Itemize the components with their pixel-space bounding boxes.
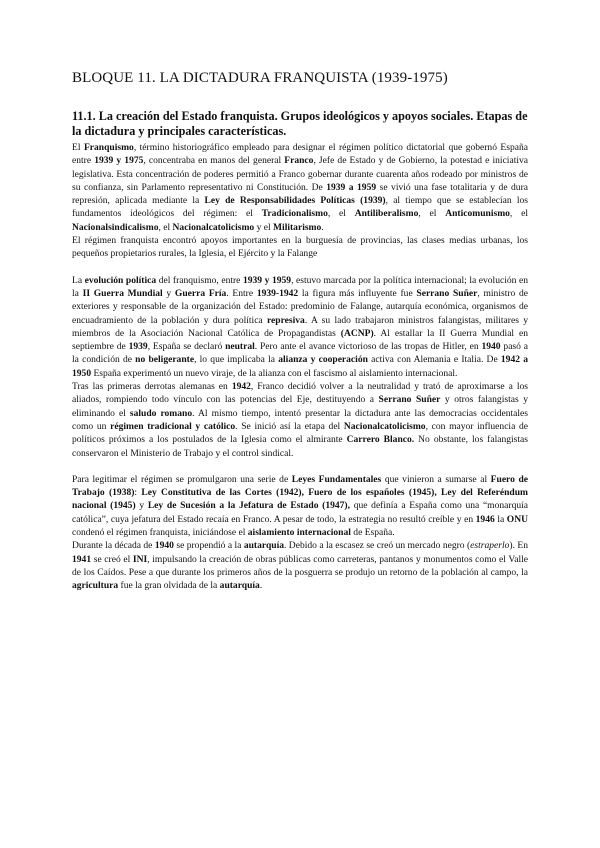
paragraph-apoyos-sociales: El régimen franquista encontró apoyos importantes en la burguesía de provincias, las clases medias urbanas, los pequeños propietarios rurales, la Iglesia, el Ejército y la Falange <box>72 235 528 260</box>
paragraph-derrotas-alemanas: Tras las primeras derrotas alemanas en 1942, Franco decidió volver a la neutralidad y trató de aproximarse a los aliados, rompiendo todo vínculo con las potencias del Eje, destituyendo a Serrano Suñer y otros falangistas y eliminando el saludo romano. Al mismo tiempo, intentó presentar la dictadura ante las democracias occidentales como un régimen tradicional y católico. Se inició así la etapa del Nacionalcatolicismo, con mayor influencia de políticos próximos a los postulados de la Iglesia como el almirante Carrero Blanco. No obstante, los falangistas conservaron el Ministerio de Trabajo y el control sindical. <box>72 381 529 459</box>
paragraph-evolucion-politica: La evolución política del franquismo, entre 1939 y 1959, estuvo marcada por la política internacional; la evolución en la II Guerra Mundial y Guerra Fría. Entre 1939-1942 la figura más influyente fue Serrano Suñer, ministro de exteriores y responsable de la organización del Estado: predominio de Falange, autarquía económica, organismos de encuadramiento de la población y dura política represiva. A su lado trabajaron ministros falangistas, militares y miembros de la Asociación Nacional Católica de Propagandistas (ACNP). Al estallar la II Guerra Mundial en septiembre de 1939, España se declaró neutral. Pero ante el avance victorioso de las tropas de Hitler, en 1940 pasó a la condición de no beligerante, lo que implicaba la alianza y cooperación activa con Alemania e Italia. De 1942 a 1950 España experimentó un nuevo viraje, de la alianza con el fascismo al aislamiento internacional. <box>72 274 529 379</box>
bold-term: Ley de Sucesión a la Jefatura de Estado (1947), <box>147 500 350 512</box>
bold-term: II Guerra Mundial <box>82 287 163 299</box>
paragraph-gap <box>72 460 528 473</box>
bold-term: Leyes Fundamentales <box>291 473 382 485</box>
bold-term: Fuero de Trabajo (1938) <box>72 473 528 499</box>
bold-term: 1942 a 1950 <box>72 354 528 379</box>
bold-term: 1940 <box>154 540 174 552</box>
bold-term: Nacionalcatolicismo <box>343 420 426 432</box>
bold-term: no beligerante <box>135 354 195 366</box>
document-title: BLOQUE 11. LA DICTADURA FRANQUISTA (1939-1975) <box>72 70 448 86</box>
bold-term: neutral <box>225 341 255 353</box>
paragraph-autarquia: Durante la década de 1940 se propendió a la autarquía. Debido a la escasez se creó un mercado negro (estraperlo). En 1941 se creó el INI, impulsando la creación de obras públicas como carreteras, pantanos y monumentos como el Valle de los Caídos. Pese a que durante los primeros años de la posguerra se produjo un retorno de la población al campo, la agricultura fue la gran olvidada de la autarquía. <box>72 540 528 592</box>
bold-term: 1939 y 1975 <box>94 155 144 167</box>
bold-term: alianza y cooperación <box>278 354 368 366</box>
bold-term: Serrano Suñer <box>378 394 441 406</box>
bold-term: Nacionalsindicalismo <box>72 221 159 233</box>
bold-term: autarquía <box>219 580 260 592</box>
bold-term: 1939-1942 <box>256 287 299 299</box>
section-heading: 11.1. La creación del Estado franquista. Grupos ideológicos y apoyos sociales. Etapas de la dictadura y principales características. <box>72 109 528 138</box>
bold-term: (ACNP) <box>340 327 374 339</box>
bold-term: ONU <box>506 513 528 525</box>
bold-term: 1939 y 1959 <box>242 274 292 286</box>
paragraph-leyes-fundamentales: Para legitimar el régimen se promulgaron una serie de Leyes Fundamentales que vinieron a sumarse al Fuero de Trabajo (1938): Ley Constitutiva de las Cortes (1942), Fuero de los españoles (1945), Ley del Referéndum nacional (1945) y Ley de Sucesión a la Jefatura de Estado (1947), que definía a España como una “monarquía católica”, cuya jefatura del Estado recaía en Franco. A pesar de todo, la estrategia no resultó creíble y en 1946 la ONU condenó el régimen franquista, iniciándose el aislamiento internacional de España. <box>72 473 529 539</box>
bold-term: evolución política <box>84 274 157 286</box>
bold-term: 1940 <box>481 341 501 353</box>
italic-term: estraperlo <box>470 540 510 552</box>
bold-term: Serrano Suñer <box>416 287 478 299</box>
bold-term: Guerra Fría <box>174 287 227 299</box>
bold-term: Tradicionalismo <box>261 208 328 220</box>
bold-term: agricultura <box>72 580 119 592</box>
bold-term: 1939 <box>128 341 148 353</box>
bold-term: 1941 <box>72 553 92 565</box>
bold-term: Anticomunismo <box>445 208 510 220</box>
bold-term: aislamiento internacional <box>247 527 351 539</box>
bold-term: Ley Constitutiva de las Cortes (1942), Fuero de los españoles (1945), Ley del Referéndum nacional (1945) <box>72 487 529 512</box>
bold-term: Ley de Responsabilidades Políticas (1939) <box>204 195 386 207</box>
bold-term: Franco <box>284 155 314 167</box>
bold-term: 1939 a 1959 <box>326 181 377 193</box>
bold-term: 1942 <box>231 381 251 393</box>
bold-term: 1946 <box>475 513 495 525</box>
bold-term: Militarismo <box>273 221 322 233</box>
bold-term: régimen tradicional y católico <box>110 420 236 432</box>
paragraph-franquismo-intro: El Franquismo, término historiográfico empleado para designar el régimen político dictatorial que gobernó España entre 1939 y 1975, concentraba en manos del general Franco, Jefe de Estado y de Gobierno, la potestad e iniciativa legislativa. Esta concentración de poderes permitió a Franco gobernar durante cuarenta años rodeado por ministros de su confianza, sin Parlamento representativo ni Constitución. De 1939 a 1959 se vivió una fase totalitaria y de dura represión, aplicada mediante la Ley de Responsabilidades Políticas (1939), al tiempo que se establecían los fundamentos ideológicos del régimen: el Tradicionalismo, el Antiliberalismo, el Anticomunismo, el Nacionalsindicalismo, el Nacionalcatolicismo y el Militarismo. <box>72 142 529 233</box>
bold-term: saludo romano <box>129 407 193 419</box>
bold-term: represiva <box>266 314 305 326</box>
bold-term: Carrero Blanco. <box>346 434 415 446</box>
bold-term: Franquismo <box>83 142 134 153</box>
bold-term: INI <box>132 553 148 565</box>
bold-term: Nacionalcatolicismo <box>172 221 255 233</box>
paragraph-gap <box>72 261 528 274</box>
bold-term: autarquía <box>243 540 284 552</box>
bold-term: Antiliberalismo <box>354 208 419 220</box>
